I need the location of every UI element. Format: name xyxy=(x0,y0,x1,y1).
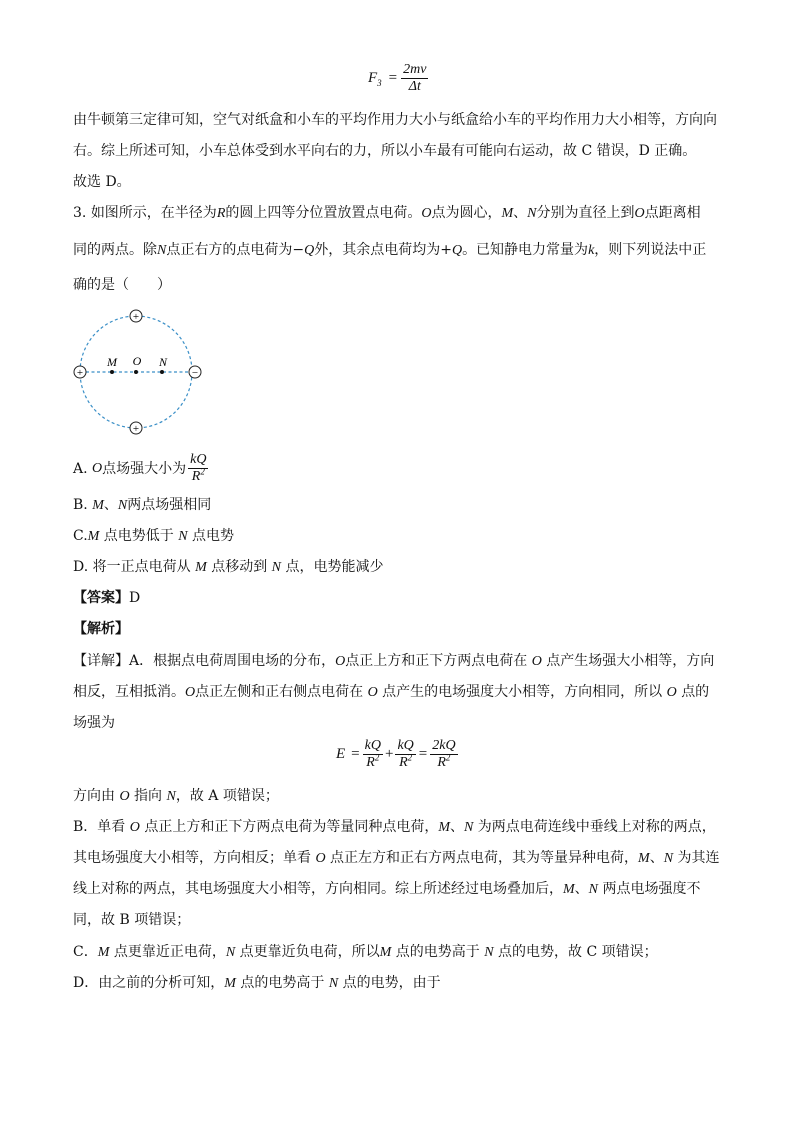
label-O: O xyxy=(132,354,142,368)
b-line3: 线上对称的两点，其电场强度大小相等，方向相同。综上所述经过电场叠加后，M、N 两点电场强度不 xyxy=(73,881,701,897)
charge-right xyxy=(189,366,201,379)
svg-text:+: + xyxy=(132,311,140,323)
svg-text:+: + xyxy=(76,367,84,379)
after-line1: 方向由 O 指向 N，故 A 项错误； xyxy=(73,788,279,804)
svg-text:+: + xyxy=(132,423,140,435)
b-line1: B．单看 O 点正上方和正下方两点电荷为等量同种点电荷，M、N 为两点电荷连线中垂线上对称的两点， xyxy=(73,819,716,835)
svg-text:−: − xyxy=(191,367,199,379)
b-line2: 其电场强度大小相等，方向相反；单看 O 点正左方和正右方两点电荷，其为等量异种电荷，M、N 为其连 xyxy=(73,850,720,866)
option-a-fraction: $\frac{kQ}{R^2}$ xyxy=(190,452,207,484)
point-O xyxy=(134,370,138,374)
formula-e: E = $\frac{kQ}{R^2}$ + $\frac{kQ}{R^2}$ = $\frac{2kQ}{R^2}$ xyxy=(336,738,456,770)
option-a: A. O 点场强大小为 $\frac{kQ}{R^2}$ xyxy=(73,452,207,484)
detail-line3: 场强为 xyxy=(73,715,115,731)
detail-line1: 【详解】A．根据点电荷周围电场的分布，O点正上方和正下方两点电荷在 O 点产生场强大小相等，方向 xyxy=(73,653,715,669)
charge-left xyxy=(74,366,86,379)
answer-value: D xyxy=(129,590,141,606)
para1-line1: 由牛顿第三定律可知，空气对纸盒和小车的平均作用力大小与纸盒给小车的平均作用力大小相等，方向向 xyxy=(73,112,717,128)
label-M: M xyxy=(107,355,117,369)
option-d: D. 将一正点电荷从 M 点移动到 N 点，电势能减少 xyxy=(73,559,384,575)
d-line1: D．由之前的分析可知，M 点的电势高于 N 点的电势，由于 xyxy=(73,975,441,991)
formula-f3-fraction: $\frac{2mv}{\Delta t}$ xyxy=(403,62,427,94)
option-c: C.M 点电势低于 N 点电势 xyxy=(73,528,235,544)
charge-top xyxy=(130,310,142,323)
c-line1: C．M 点更靠近正电荷，N 点更靠近负电荷，所以M 点的电势高于 N 点的电势，故 C 项错误； xyxy=(73,944,658,960)
formula-f3-lhs: $F_3$ xyxy=(368,70,382,88)
charge-bottom xyxy=(130,422,142,435)
analysis-label: 【解析】 xyxy=(73,621,129,637)
point-N xyxy=(160,370,164,374)
point-M xyxy=(110,370,114,374)
label-N: N xyxy=(158,355,168,369)
charge-diagram xyxy=(70,305,215,440)
answer-line xyxy=(73,588,140,608)
para1-line3: 故选 D。 xyxy=(73,174,131,190)
formula-f3: $F_3$ = $\frac{2mv}{\Delta t}$ xyxy=(368,62,427,94)
answer-label: 【答案】 xyxy=(73,590,129,606)
option-b: B. M、N两点场强相同 xyxy=(73,497,212,513)
b-line4: 同，故 B 项错误； xyxy=(73,912,191,928)
question-line3: 确的是（ ） xyxy=(73,277,171,293)
question-line2: 同的两点。除N点正右方的点电荷为−Q外，其余点电荷均为+Q。已知静电力常量为k，则下列说法中正 xyxy=(73,242,707,258)
para1-line2: 右。综上所述可知，小车总体受到水平向右的力，所以小车最有可能向右运动，故 C 错误，D 正确。 xyxy=(73,143,697,159)
question-line1: 3. 如图所示，在半径为R的圆上四等分位置放置点电荷。O点为圆心，M、N分别为直径上到O点距离相 xyxy=(73,205,701,221)
detail-line2: 相反，互相抵消。O点正左侧和正右侧点电荷在 O 点产生的电场强度大小相等，方向相同，所以 O 点的 xyxy=(73,684,710,700)
